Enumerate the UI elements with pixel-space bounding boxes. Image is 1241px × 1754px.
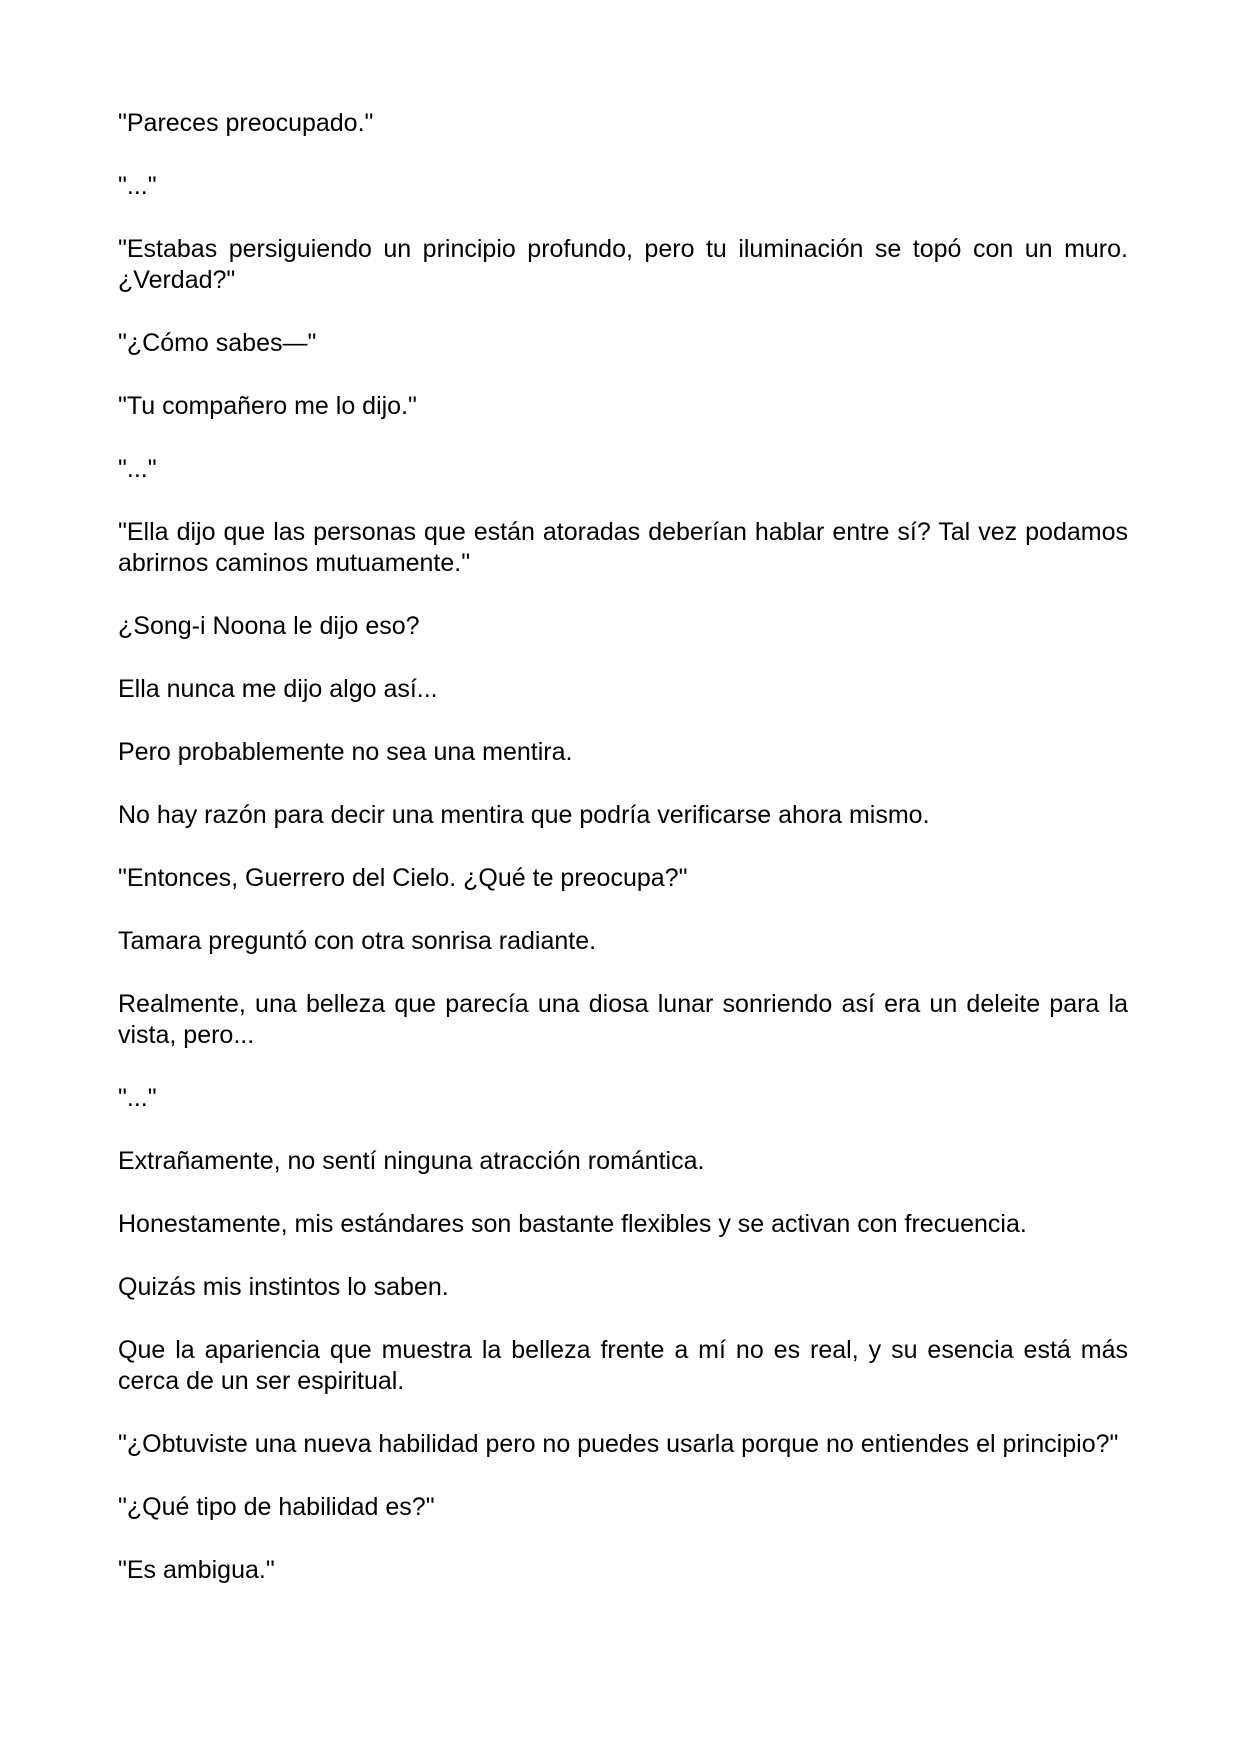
paragraph: "..." — [118, 455, 157, 483]
paragraph: "¿Qué tipo de habilidad es?" — [118, 1493, 435, 1521]
paragraph: "Pareces preocupado." — [118, 109, 374, 137]
document-page — [118, 108, 1128, 1618]
paragraph: Tamara preguntó con otra sonrisa radiante. — [118, 927, 597, 955]
paragraph: Extrañamente, no sentí ninguna atracción romántica. — [118, 1147, 705, 1175]
paragraph: "Ella dijo que las personas que están atoradas deberían hablar entre sí? Tal vez podamos abrirnos caminos mutuamente." — [118, 518, 1128, 577]
paragraph: Pero probablemente no sea una mentira. — [118, 738, 573, 766]
paragraph: Ella nunca me dijo algo así... — [118, 675, 438, 703]
paragraph: "¿Cómo sabes—" — [118, 329, 317, 357]
paragraph: ¿Song-i Noona le dijo eso? — [118, 612, 420, 640]
paragraph: "..." — [118, 1084, 157, 1112]
paragraph: "Es ambigua." — [118, 1556, 275, 1584]
paragraph: "¿Obtuviste una nueva habilidad pero no puedes usarla porque no entiendes el principio?" — [118, 1430, 1119, 1458]
paragraph: "Estabas persiguiendo un principio profundo, pero tu iluminación se topó con un muro. ¿Verdad?" — [118, 235, 1128, 294]
paragraph: "..." — [118, 172, 157, 200]
paragraph: "Entonces, Guerrero del Cielo. ¿Qué te preocupa?" — [118, 864, 688, 892]
paragraph: No hay razón para decir una mentira que podría verificarse ahora mismo. — [118, 801, 930, 829]
paragraph: Que la apariencia que muestra la belleza frente a mí no es real, y su esencia está más cerca de un ser espiritual. — [118, 1336, 1128, 1395]
paragraph: "Tu compañero me lo dijo." — [118, 392, 417, 420]
paragraph: Quizás mis instintos lo saben. — [118, 1273, 449, 1301]
paragraph: Honestamente, mis estándares son bastante flexibles y se activan con frecuencia. — [118, 1210, 1027, 1238]
paragraph: Realmente, una belleza que parecía una diosa lunar sonriendo así era un deleite para la vista, pero... — [118, 990, 1128, 1049]
